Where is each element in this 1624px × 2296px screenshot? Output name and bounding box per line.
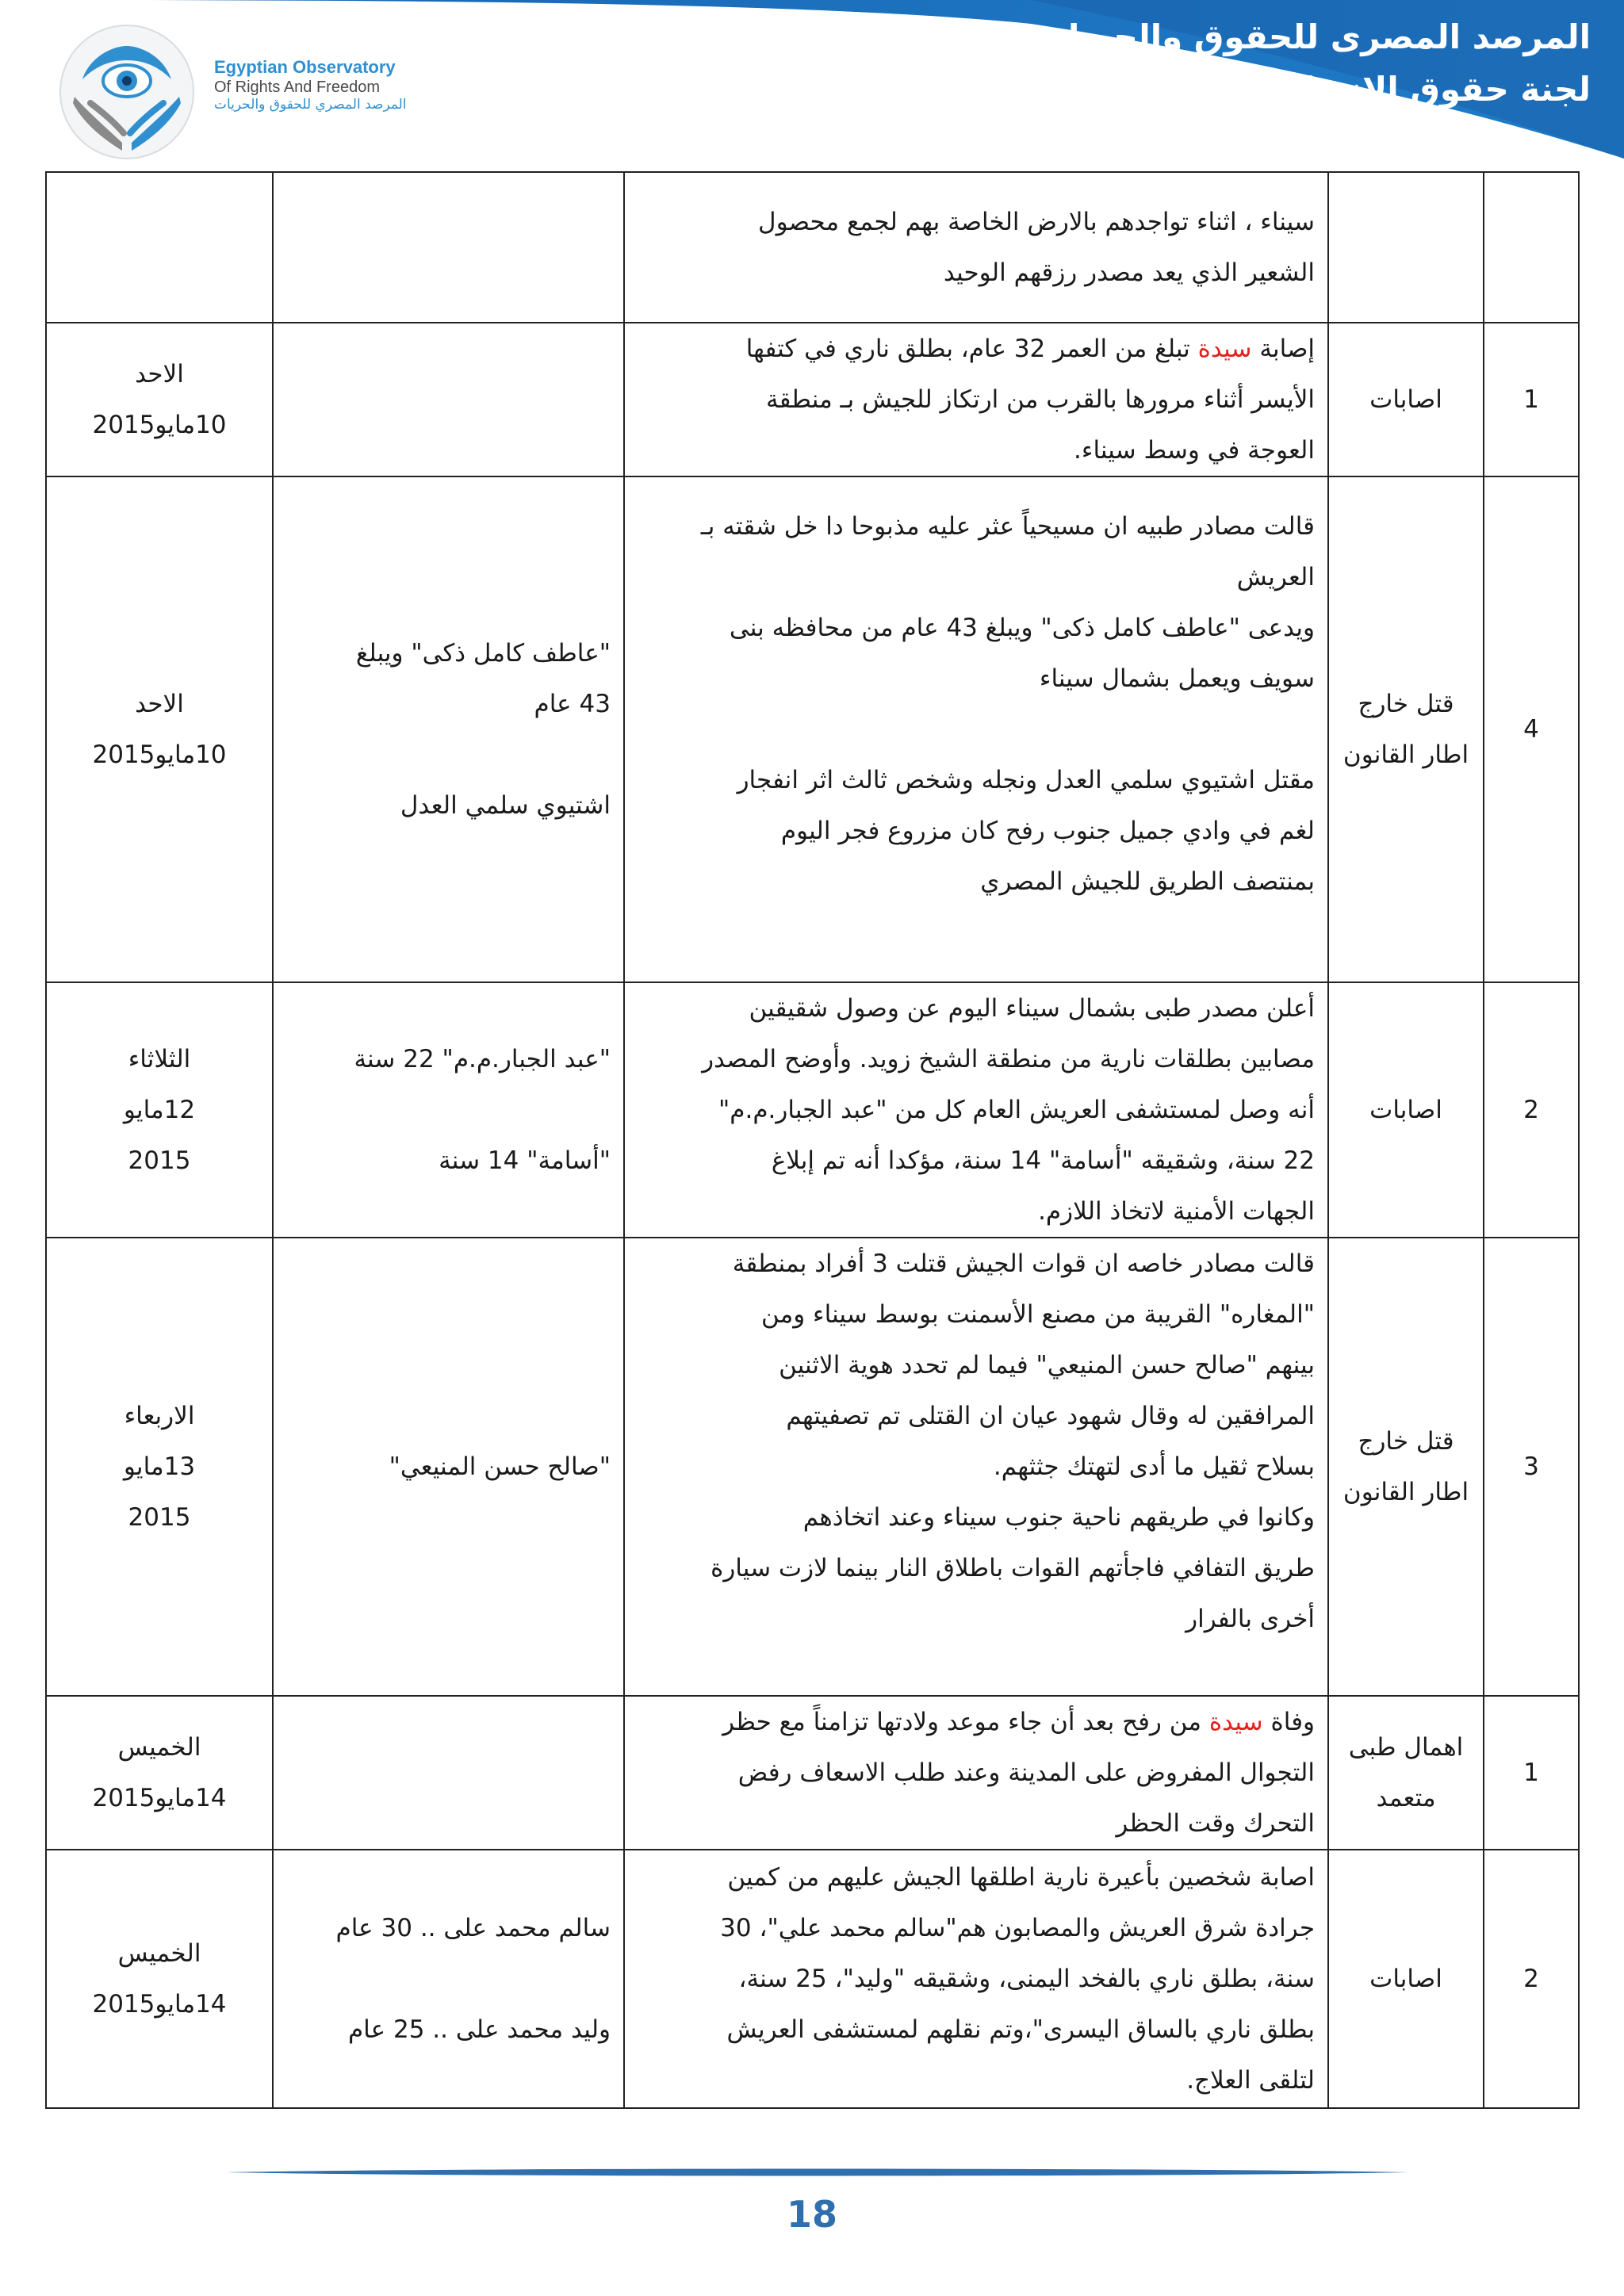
date-line: الاحد	[135, 690, 184, 718]
victim-name-line: "صالح حسن المنيعي"	[389, 1452, 611, 1481]
cell-description	[624, 172, 1328, 323]
description-line	[638, 755, 1315, 806]
description-text: سنة، بطلق ناري بالفخد اليمنى، وشقيقه "وليد"، 25 سنة،	[738, 1965, 1315, 1993]
description-line	[638, 704, 1315, 755]
violation-type-line: اصابات	[1369, 1965, 1442, 1993]
violation-type-line: متعمد	[1376, 1784, 1436, 1812]
cell-number: 3	[1484, 1238, 1579, 1696]
logo-name-en-line1: Egyptian Observatory	[214, 57, 396, 77]
description-text: العريش	[1236, 563, 1315, 591]
description-line	[638, 1441, 1315, 1492]
description-text: بسلاح ثقيل ما أدى لتهتك جثثهم.	[993, 1452, 1315, 1481]
description-line	[638, 1034, 1315, 1085]
date-line: 2015	[128, 1146, 191, 1175]
highlighted-word: سيدة	[1208, 1708, 1263, 1736]
description-line	[638, 323, 1315, 374]
cell-violation-type	[1328, 1850, 1484, 2108]
description-text: قالت مصادر طبيه ان مسيحياً عثر عليه مذبوحا دا خل شقته بـ	[700, 512, 1315, 541]
cell-date	[46, 476, 273, 982]
description-line	[638, 1492, 1315, 1543]
date-line: الخميس	[117, 1939, 201, 1968]
cell-date	[46, 323, 273, 476]
description-text: التحرك وقت الحظر	[1116, 1809, 1315, 1838]
description-line	[638, 1798, 1315, 1849]
date-line: 14مايو2015	[92, 1990, 227, 2019]
description-line	[638, 2004, 1315, 2055]
description-text: بطلق ناري بالساق اليسرى"،وتم نقلهم لمستشفى العريش	[726, 2015, 1315, 2044]
description-text: الأيسر أثناء مرورها بالقرب من ارتكاز للجيش بـ منطقة	[765, 385, 1315, 414]
description-line	[638, 2055, 1315, 2106]
description-text: 22 سنة، وشقيقه "أسامة" 14 سنة، مؤكدا أنه تم إبلاغ	[771, 1146, 1315, 1175]
table-row	[46, 1238, 1579, 1696]
table-row	[46, 323, 1579, 476]
description-line	[638, 983, 1315, 1034]
cell-victim-names	[273, 323, 624, 476]
cell-number: 1	[1484, 1696, 1579, 1850]
cell-victim-names	[273, 982, 624, 1238]
cell-violation-type	[1328, 323, 1484, 476]
description-text: المرافقين له وقال شهود عيان ان القتلى تم تصفيتهم	[786, 1402, 1315, 1430]
victim-name-line: "عاطف كامل ذكى" ويبلغ	[355, 639, 611, 668]
description-line	[638, 806, 1315, 856]
cell-date	[46, 1696, 273, 1850]
victim-name-line	[286, 1954, 611, 2004]
cell-victim-names	[273, 1238, 624, 1696]
table-row	[46, 982, 1579, 1238]
cell-violation-type	[1328, 1238, 1484, 1696]
description-text: من رفح بعد أن جاء موعد ولادتها تزامناً مع حظر	[722, 1708, 1209, 1736]
cell-number: 2	[1484, 982, 1579, 1238]
header-title-line2: لجنة حقوق الانسان فى سيناء	[1106, 70, 1591, 109]
date-line: 10مايو2015	[92, 740, 227, 769]
description-text: التجوال المفروض على المدينة وعند طلب الاسعاف رفض	[737, 1758, 1315, 1787]
description-text: أخرى بالفرار	[1185, 1605, 1315, 1633]
description-line	[638, 197, 1315, 247]
cell-victim-names	[273, 476, 624, 982]
violation-type-line: اطار القانون	[1342, 1478, 1469, 1506]
description-text: قالت مصادر خاصه ان قوات الجيش قتلت 3 أفراد بمنطقة	[732, 1249, 1315, 1278]
description-line	[638, 856, 1315, 907]
description-text: مقتل اشتيوي سلمي العدل ونجله وشخص ثالث اثر انفجار	[737, 766, 1315, 794]
description-line	[638, 425, 1315, 476]
table-row	[46, 1850, 1579, 2108]
cell-number: 1	[1484, 323, 1579, 476]
description-line	[638, 1594, 1315, 1644]
date-line: الخميس	[117, 1733, 201, 1762]
description-text: الجهات الأمنية لاتخاذ اللازم.	[1038, 1197, 1315, 1226]
table-row	[46, 476, 1579, 982]
description-line	[638, 603, 1315, 653]
description-line	[638, 653, 1315, 704]
logo-name-en-line2: Of Rights And Freedom	[214, 78, 380, 97]
description-text: ويدعى "عاطف كامل ذكى" ويبلغ 43 عام من محافظه بنى	[729, 614, 1315, 642]
description-text: وكانوا في طريقهم ناحية جنوب سيناء وعند اتخاذهم	[802, 1503, 1315, 1532]
description-line	[638, 1954, 1315, 2004]
victim-name-line: "عبد الجبار.م.م" 22 سنة	[354, 1045, 611, 1073]
description-line	[638, 1135, 1315, 1186]
footer-divider	[227, 2168, 1408, 2177]
date-line: 12مايو	[123, 1096, 196, 1124]
description-text: الشعير الذي يعد مصدر رزقهم الوحيد	[943, 258, 1315, 287]
date-line: 14مايو2015	[92, 1784, 227, 1812]
cell-number: 4	[1484, 476, 1579, 982]
description-text: جرادة شرق العريش والمصابون هم"سالم محمد علي"، 30	[720, 1914, 1315, 1942]
date-line: 13مايو	[123, 1452, 196, 1481]
page-number: 18	[786, 2193, 837, 2236]
victim-name-line	[286, 1085, 611, 1135]
description-line	[638, 907, 1315, 958]
cell-victim-names	[273, 1850, 624, 2108]
description-text: لغم في وادي جميل جنوب رفح كان مزروع فجر اليوم	[780, 817, 1315, 845]
cell-date	[46, 172, 273, 323]
description-line	[638, 1340, 1315, 1391]
date-line: الثلاثاء	[128, 1045, 191, 1073]
highlighted-word: سيدة	[1197, 335, 1252, 363]
description-text: مصابين بطلقات نارية من منطقة الشيخ زويد. وأوضح المصدر	[702, 1045, 1315, 1073]
cell-description	[624, 1850, 1328, 2108]
violation-type-line: قتل خارج	[1358, 1427, 1454, 1456]
date-line: الاحد	[135, 360, 184, 388]
description-text: بمنتصف الطريق للجيش المصري	[980, 867, 1315, 896]
description-text: تبلغ من العمر 32 عام، بطلق ناري في كتفها	[745, 335, 1198, 363]
description-line	[638, 1697, 1315, 1747]
description-line	[638, 1238, 1315, 1289]
cell-violation-type	[1328, 982, 1484, 1238]
description-line	[638, 1186, 1315, 1237]
logo-name-ar: المرصد المصري للحقوق والحريات	[214, 97, 407, 113]
violation-type-line: اطار القانون	[1342, 740, 1469, 769]
victim-name-line: "أسامة" 14 سنة	[439, 1146, 611, 1175]
description-text: اصابة شخصين بأعيرة نارية اطلقها الجيش عليهم من كمين	[727, 1863, 1315, 1892]
victim-name-line: سالم محمد على .. 30 عام	[335, 1914, 611, 1942]
description-text: لتلقى العلاج.	[1186, 2066, 1315, 2095]
cell-violation-type	[1328, 172, 1484, 323]
description-line	[638, 1644, 1315, 1695]
description-line	[638, 374, 1315, 425]
cell-description	[624, 1696, 1328, 1850]
description-text: أنه وصل لمستشفى العريش العام كل من "عبد الجبار.م.م"	[718, 1096, 1315, 1124]
date-line: الاربعاء	[124, 1402, 195, 1430]
cell-violation-type	[1328, 476, 1484, 982]
cell-date	[46, 1850, 273, 2108]
victim-name-line: 43 عام	[534, 690, 611, 718]
description-text: سويف ويعمل بشمال سيناء	[1039, 664, 1315, 693]
violations-table-body	[46, 172, 1579, 2108]
cell-victim-names	[273, 172, 624, 323]
table-row	[46, 172, 1579, 323]
organization-logo	[59, 24, 195, 160]
description-line	[638, 1085, 1315, 1135]
description-line	[638, 1903, 1315, 1954]
violation-type-line: قتل خارج	[1358, 690, 1454, 718]
description-text: طريق التفافي فاجأتهم القوات باطلاق النار بينما لازت سيارة	[710, 1554, 1315, 1582]
description-text: سيناء ، اثناء تواجدهم بالارض الخاصة بهم لجمع محصول	[758, 208, 1315, 236]
description-line	[638, 552, 1315, 603]
description-line	[638, 501, 1315, 552]
cell-number	[1484, 172, 1579, 323]
description-line	[638, 1747, 1315, 1798]
description-text: بينهم "صالح حسن المنيعي" فيما لم تحدد هوية الاثنين	[779, 1351, 1315, 1380]
victim-name-line: وليد محمد على .. 25 عام	[347, 2015, 611, 2044]
victim-name-line: اشتيوي سلمي العدل	[400, 791, 611, 820]
cell-number: 2	[1484, 1850, 1579, 2108]
description-line	[638, 1289, 1315, 1340]
header-title-line1: المرصد المصرى للحقوق والحريات	[1034, 17, 1591, 56]
cell-violation-type	[1328, 1696, 1484, 1850]
cell-description	[624, 323, 1328, 476]
date-line: 10مايو2015	[92, 411, 227, 439]
date-line: 2015	[128, 1503, 191, 1532]
table-row	[46, 1696, 1579, 1850]
description-text: وفاة	[1262, 1708, 1315, 1736]
cell-date	[46, 982, 273, 1238]
cell-description	[624, 982, 1328, 1238]
logo-text	[214, 57, 407, 113]
violation-type-line: اهمال طبى	[1348, 1733, 1464, 1762]
description-text: أعلن مصدر طبى بشمال سيناء اليوم عن وصول شقيقين	[749, 994, 1315, 1023]
description-text: إصابة	[1251, 335, 1315, 363]
victim-name-line	[286, 729, 611, 780]
cell-description	[624, 476, 1328, 982]
violation-type-line: اصابات	[1369, 385, 1442, 414]
description-line	[638, 1543, 1315, 1594]
description-line	[638, 247, 1315, 298]
description-line	[638, 1852, 1315, 1903]
eye-hands-logo-icon	[59, 24, 195, 160]
violations-table	[45, 171, 1580, 2109]
cell-victim-names	[273, 1696, 624, 1850]
description-text: "المغاره" القريبة من مصنع الأسمنت بوسط سيناء ومن	[761, 1300, 1315, 1329]
violation-type-line: اصابات	[1369, 1096, 1442, 1124]
cell-description	[624, 1238, 1328, 1696]
description-text: العوجة في وسط سيناء.	[1074, 436, 1315, 465]
description-line	[638, 1391, 1315, 1441]
cell-date	[46, 1238, 273, 1696]
